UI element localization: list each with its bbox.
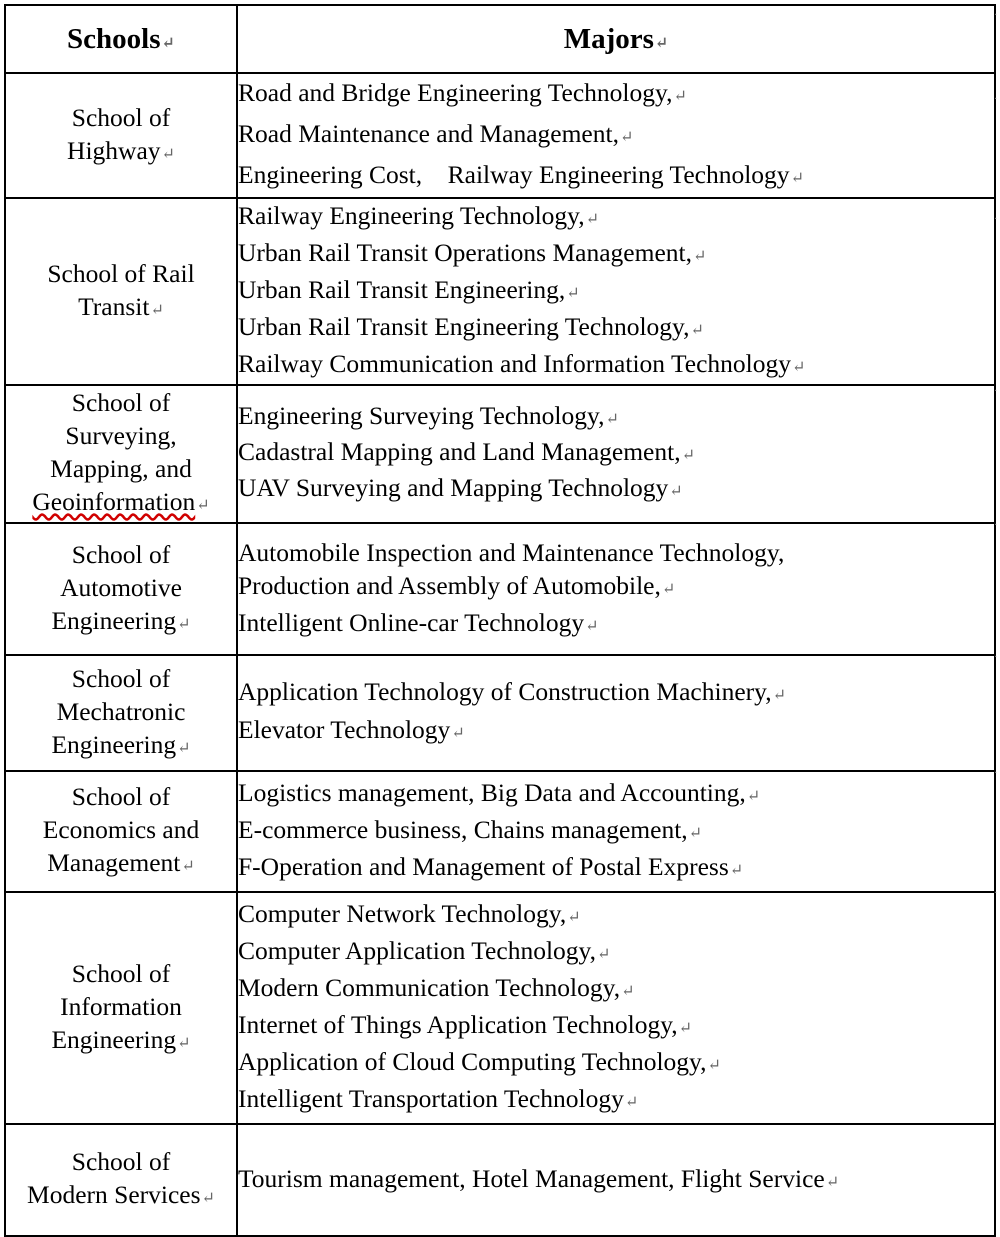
school-name-line: School of — [71, 388, 171, 417]
paragraph-mark-icon: ↵ — [772, 687, 787, 704]
table-row — [5, 198, 995, 385]
majors-header: Majors↵ — [237, 5, 995, 73]
paragraph-mark-icon: ↵ — [177, 1034, 191, 1052]
schools-majors-table — [4, 4, 996, 1237]
major-item: Road Maintenance and Management,↵ — [238, 119, 634, 148]
school-cell — [5, 892, 237, 1124]
major-item: Internet of Things Application Technology,↵ — [238, 1010, 693, 1039]
paragraph-mark-icon: ↵ — [669, 483, 683, 500]
school-name-line: Transit — [78, 291, 150, 321]
school-cell — [5, 385, 237, 523]
table-row — [5, 73, 995, 198]
paragraph-mark-icon: ↵ — [681, 447, 695, 464]
major-item: F-Operation and Management of Postal Express↵ — [238, 852, 744, 881]
school-name-line: Engineering — [51, 729, 177, 759]
paragraph-mark-icon: ↵ — [150, 301, 164, 319]
paragraph-mark-icon: ↵ — [161, 145, 175, 163]
paragraph-mark-icon: ↵ — [597, 946, 611, 963]
paragraph-mark-icon: ↵ — [619, 129, 634, 146]
major-item: Engineering Surveying Technology,↵ — [238, 401, 619, 430]
paragraph-mark-icon: ↵ — [707, 1057, 721, 1074]
row-end-mark-icon: · — [994, 94, 998, 105]
school-name-line: School of — [71, 1147, 171, 1176]
paragraph-mark-icon: ↵ — [177, 739, 191, 757]
paragraph-mark-icon: ↵ — [567, 909, 581, 926]
paragraph-mark-icon: ↵ — [690, 322, 704, 339]
majors-cell — [237, 771, 995, 892]
table-row — [5, 892, 995, 1124]
major-item: Urban Rail Transit Engineering,↵ — [238, 275, 580, 304]
school-cell — [5, 523, 237, 655]
row-end-mark-icon: · — [994, 10, 998, 21]
majors-cell — [237, 892, 995, 1124]
major-item: Production and Assembly of Automobile,↵ — [238, 570, 676, 600]
school-name-line: Engineering — [51, 1024, 177, 1054]
school-cell — [5, 73, 237, 198]
paragraph-mark-icon: ↵ — [161, 34, 175, 52]
row-end-mark-icon: · — [994, 888, 998, 899]
major-item: Cadastral Mapping and Land Management,↵ — [238, 437, 695, 466]
majors-cell — [237, 385, 995, 523]
paragraph-mark-icon: ↵ — [790, 170, 804, 187]
school-cell — [5, 198, 237, 385]
major-item: Intelligent Online-car Technology↵ — [238, 607, 599, 637]
major-item: Computer Network Technology,↵ — [238, 899, 581, 928]
table-row — [5, 1124, 995, 1236]
paragraph-mark-icon: ↵ — [585, 617, 599, 635]
majors-cell — [237, 73, 995, 198]
school-cell — [5, 771, 237, 892]
paragraph-mark-icon: ↵ — [673, 88, 687, 105]
major-item: Railway Engineering Technology,↵ — [238, 201, 600, 230]
row-end-mark-icon: · — [994, 214, 998, 225]
school-name-line: School of — [71, 782, 171, 811]
school-name-line: Management — [47, 848, 181, 877]
major-item: Logistics management, Big Data and Accounting,↵ — [238, 778, 761, 807]
row-end-mark-icon: · — [994, 768, 998, 779]
majors-cell — [237, 198, 995, 385]
major-item: Engineering Cost, Railway Engineering Technology↵ — [238, 160, 804, 189]
major-item: Tourism management, Hotel Management, Flight Service↵ — [238, 1163, 840, 1193]
table-body — [5, 73, 995, 1236]
school-name-line: Mechatronic — [56, 696, 186, 726]
paragraph-mark-icon: ↵ — [661, 580, 676, 598]
paragraph-mark-icon: ↵ — [201, 1190, 215, 1207]
paragraph-mark-icon: ↵ — [621, 983, 635, 1000]
paragraph-mark-icon: ↵ — [177, 615, 191, 633]
major-item: Urban Rail Transit Engineering Technology,↵ — [238, 312, 704, 341]
paragraph-mark-icon: ↵ — [688, 825, 703, 842]
margin-marks — [994, 0, 1000, 1209]
school-name-line: School of Rail — [47, 258, 195, 288]
schools-header: Schools↵ — [5, 5, 237, 73]
school-name-line: Economics and — [42, 815, 200, 844]
table-row — [5, 655, 995, 771]
majors-cell — [237, 1124, 995, 1236]
major-item: E-commerce business, Chains management,↵ — [238, 815, 703, 844]
major-item: UAV Surveying and Mapping Technology↵ — [238, 473, 683, 502]
paragraph-mark-icon: ↵ — [654, 34, 669, 52]
majors-cell — [237, 655, 995, 771]
school-name-line: Mapping, and — [50, 454, 192, 483]
major-item: Automobile Inspection and Maintenance Technology, — [238, 537, 785, 567]
paragraph-mark-icon: ↵ — [678, 1020, 693, 1037]
paragraph-mark-icon: ↵ — [566, 285, 580, 302]
school-name-line: Information — [60, 991, 182, 1021]
major-item: Application Technology of Construction Machinery,↵ — [238, 677, 787, 706]
paragraph-mark-icon: ↵ — [605, 411, 619, 428]
school-name-line: Automotive — [60, 572, 182, 602]
row-end-mark-icon: · — [994, 520, 998, 531]
school-name-line: School of — [71, 539, 171, 569]
paragraph-mark-icon: ↵ — [825, 1173, 840, 1191]
paragraph-mark-icon: ↵ — [791, 359, 806, 376]
school-name-line: Engineering — [51, 605, 177, 635]
paragraph-mark-icon: ↵ — [692, 248, 707, 265]
major-item: Computer Application Technology,↵ — [238, 936, 611, 965]
row-end-mark-icon: · — [994, 652, 998, 663]
table-row — [5, 523, 995, 655]
paragraph-mark-icon: ↵ — [585, 211, 600, 228]
paragraph-mark-icon: ↵ — [196, 497, 210, 514]
school-name-line: Highway — [67, 135, 161, 165]
major-item: Urban Rail Transit Operations Management,↵ — [238, 238, 707, 267]
paragraph-mark-icon: ↵ — [746, 788, 761, 805]
school-name-line: Modern Services — [27, 1180, 201, 1209]
paragraph-mark-icon: ↵ — [624, 1094, 639, 1111]
major-item: Elevator Technology↵ — [238, 715, 465, 744]
paragraph-mark-icon: ↵ — [729, 862, 744, 879]
school-name-line: School of — [71, 958, 171, 988]
row-end-mark-icon: · — [994, 386, 998, 397]
table-row — [5, 771, 995, 892]
table-row — [5, 385, 995, 523]
school-name-line: School of — [71, 663, 171, 693]
school-name-line: School of — [71, 102, 171, 132]
header-row — [5, 5, 995, 73]
paragraph-mark-icon: ↵ — [181, 858, 195, 875]
major-item: Application of Cloud Computing Technology,↵ — [238, 1047, 721, 1076]
school-name-line: Geoinformation — [32, 487, 196, 516]
major-item: Road and Bridge Engineering Technology,↵ — [238, 78, 687, 107]
major-item: Modern Communication Technology,↵ — [238, 973, 635, 1002]
school-cell — [5, 655, 237, 771]
paragraph-mark-icon: ↵ — [451, 725, 465, 742]
school-cell — [5, 1124, 237, 1236]
majors-cell — [237, 523, 995, 655]
major-item: Intelligent Transportation Technology↵ — [238, 1084, 639, 1113]
school-name-line: Surveying, — [65, 421, 177, 450]
major-item: Railway Communication and Information Technology↵ — [238, 349, 806, 378]
